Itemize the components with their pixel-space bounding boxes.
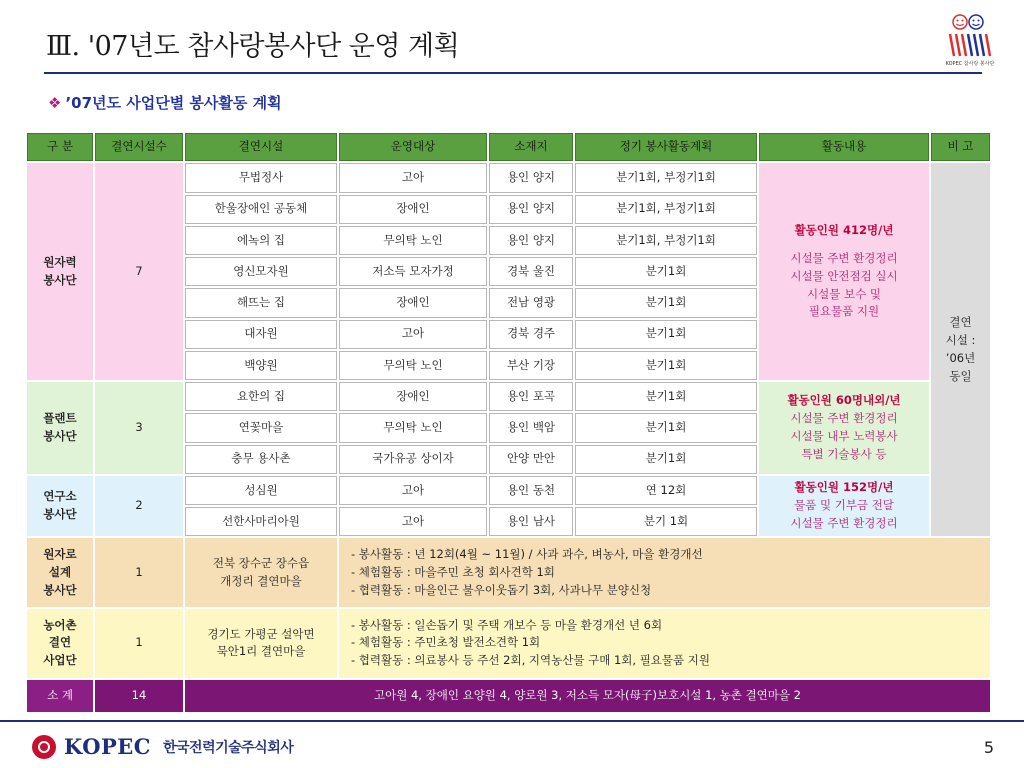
brand-name: KOPEC [64, 734, 151, 759]
page-title: Ⅲ. '07년도 참사랑봉사단 운영 계획 [46, 31, 460, 62]
group-name-nuclear: 원자력 봉사단 [27, 163, 93, 380]
group-name-plant: 플랜트 봉사단 [27, 382, 93, 474]
activity-headline: 활동인원 412명/년 [794, 223, 894, 238]
facility-cell: 경기도 가평군 설악면 묵안1리 결연마을 [185, 609, 337, 678]
location-cell: 경북 울진 [489, 257, 573, 286]
summary-label: 소 계 [27, 680, 93, 712]
smiley-logo-icon [940, 12, 1000, 60]
section-subtitle [48, 92, 282, 113]
table-row [27, 476, 990, 505]
plan-cell: 분기1회 [575, 320, 757, 349]
facility-count-nuclear-design: 1 [95, 538, 183, 607]
volunteer-plan-table [25, 131, 992, 714]
page-number: 5 [983, 738, 994, 757]
title-divider [44, 72, 982, 74]
plan-cell: 분기1회 [575, 413, 757, 442]
company-name: 한국전력기술주식회사 [163, 739, 294, 756]
facility-cell: 연꽃마을 [185, 413, 337, 442]
plan-cell: 분기1회, 부정기1회 [575, 163, 757, 192]
facility-cell: 백양원 [185, 351, 337, 380]
location-cell: 안양 만안 [489, 445, 573, 474]
target-cell: 무의탁 노인 [339, 351, 487, 380]
plan-cell: 분기1회 [575, 351, 757, 380]
header-cell: 운영대상 [339, 133, 487, 161]
location-cell: 용인 양지 [489, 226, 573, 255]
facility-count-plant: 3 [95, 382, 183, 474]
target-cell: 저소득 모자가정 [339, 257, 487, 286]
target-cell: 고아 [339, 507, 487, 536]
location-cell: 전남 영광 [489, 288, 573, 317]
table-header-row [27, 133, 990, 161]
table-row [27, 538, 990, 607]
location-cell: 용인 남사 [489, 507, 573, 536]
header-cell: 결연시설 [185, 133, 337, 161]
summary-text: 고아원 4, 장애인 요양원 4, 양로원 3, 저소득 모자(母子)보호시설 1, 농촌 결연마을 2 [185, 680, 990, 712]
location-cell: 용인 백암 [489, 413, 573, 442]
plan-cell: 분기 1회 [575, 507, 757, 536]
plan-cell: 연 12회 [575, 476, 757, 505]
target-cell: 무의탁 노인 [339, 226, 487, 255]
facility-cell: 대자원 [185, 320, 337, 349]
facility-cell: 무법정사 [185, 163, 337, 192]
target-cell: 고아 [339, 320, 487, 349]
target-cell: 장애인 [339, 195, 487, 224]
plan-cell: 분기1회, 부정기1회 [575, 195, 757, 224]
header-cell: 정기 봉사활동계획 [575, 133, 757, 161]
location-cell: 용인 양지 [489, 195, 573, 224]
target-cell: 국가유공 상이자 [339, 445, 487, 474]
activity-headline: 활동인원 152명/년 [794, 480, 894, 495]
company-logo [32, 734, 293, 759]
header-cell: 구 분 [27, 133, 93, 161]
header-cell: 소재지 [489, 133, 573, 161]
plan-cell: 분기1회, 부정기1회 [575, 226, 757, 255]
facility-cell: 선한사마리아원 [185, 507, 337, 536]
activity-plant: 활동인원 60명내외/년 시설물 주변 환경정리 시설물 내부 노력봉사 특별 기술봉사 등 [759, 382, 929, 474]
table-row [27, 382, 990, 411]
header-cell: 결연시설수 [95, 133, 183, 161]
activity-description-nuclear-design: - 봉사활동 : 년 12회(4월 ~ 11월) / 사과 과수, 벼농사, 마을 환경개선 - 체험활동 : 마을주민 초청 회사견학 1회 - 협력활동 : 마을인근 불우이웃돕기 3회, 사과나무 분양신청 [339, 538, 990, 607]
activity-research: 활동인원 152명/년 물품 및 기부금 전달 시설물 주변 환경정리 [759, 476, 929, 537]
activity-headline: 활동인원 60명내외/년 [787, 393, 901, 408]
target-cell: 장애인 [339, 288, 487, 317]
plan-cell: 분기1회 [575, 445, 757, 474]
facility-cell: 에녹의 집 [185, 226, 337, 255]
diamond-bullet-icon: ❖ [48, 94, 62, 112]
target-cell: 고아 [339, 476, 487, 505]
activity-description-farm: - 봉사활동 : 일손돕기 및 주택 개보수 등 마을 환경개선 년 6회 - 체험활동 : 주민초청 발전소견학 1회 - 협력활동 : 의료봉사 등 주선 2회, 지역농산물 구매 1회, 필요물품 지원 [339, 609, 990, 678]
summary-count: 14 [95, 680, 183, 712]
group-name-nuclear-design: 원자로 설계 봉사단 [27, 538, 93, 607]
activity-nuclear: 활동인원 412명/년 시설물 주변 환경정리 시설물 안전점검 실시 시설물 보수 및 필요물품 지원 [759, 163, 929, 380]
facility-cell: 요한의 집 [185, 382, 337, 411]
plan-cell: 분기1회 [575, 257, 757, 286]
plan-cell: 분기1회 [575, 288, 757, 317]
footer-divider [0, 720, 1024, 722]
facility-cell: 한울장애인 공동체 [185, 195, 337, 224]
table-row [27, 163, 990, 192]
summary-row [27, 680, 990, 712]
target-cell: 고아 [339, 163, 487, 192]
facility-cell: 전북 장수군 장수읍 개정리 결연마을 [185, 538, 337, 607]
header-cell: 비 고 [931, 133, 990, 161]
facility-count-farm: 1 [95, 609, 183, 678]
logo-caption: KOPEC 참사랑 봉사단 [945, 61, 995, 67]
kopec-mark-icon [32, 735, 56, 759]
facility-count-research: 2 [95, 476, 183, 537]
facility-cell: 성심원 [185, 476, 337, 505]
target-cell: 무의탁 노인 [339, 413, 487, 442]
plan-cell: 분기1회 [575, 382, 757, 411]
location-cell: 용인 양지 [489, 163, 573, 192]
facility-cell: 충무 용사촌 [185, 445, 337, 474]
location-cell: 용인 포곡 [489, 382, 573, 411]
target-cell: 장애인 [339, 382, 487, 411]
location-cell: 경북 경주 [489, 320, 573, 349]
location-cell: 용인 동천 [489, 476, 573, 505]
facility-cell: 영신모자원 [185, 257, 337, 286]
location-cell: 부산 기장 [489, 351, 573, 380]
volunteer-group-logo [940, 12, 1000, 68]
subtitle-text: ’07년도 사업단별 봉사활동 계획 [65, 94, 282, 112]
remark-cell: 결연 시설 : ’06년 동일 [931, 163, 990, 536]
table-row [27, 609, 990, 678]
facility-cell: 해뜨는 집 [185, 288, 337, 317]
group-name-research: 연구소 봉사단 [27, 476, 93, 537]
header-cell: 활동내용 [759, 133, 929, 161]
facility-count-nuclear: 7 [95, 163, 183, 380]
group-name-farm: 농어촌 결연 사업단 [27, 609, 93, 678]
